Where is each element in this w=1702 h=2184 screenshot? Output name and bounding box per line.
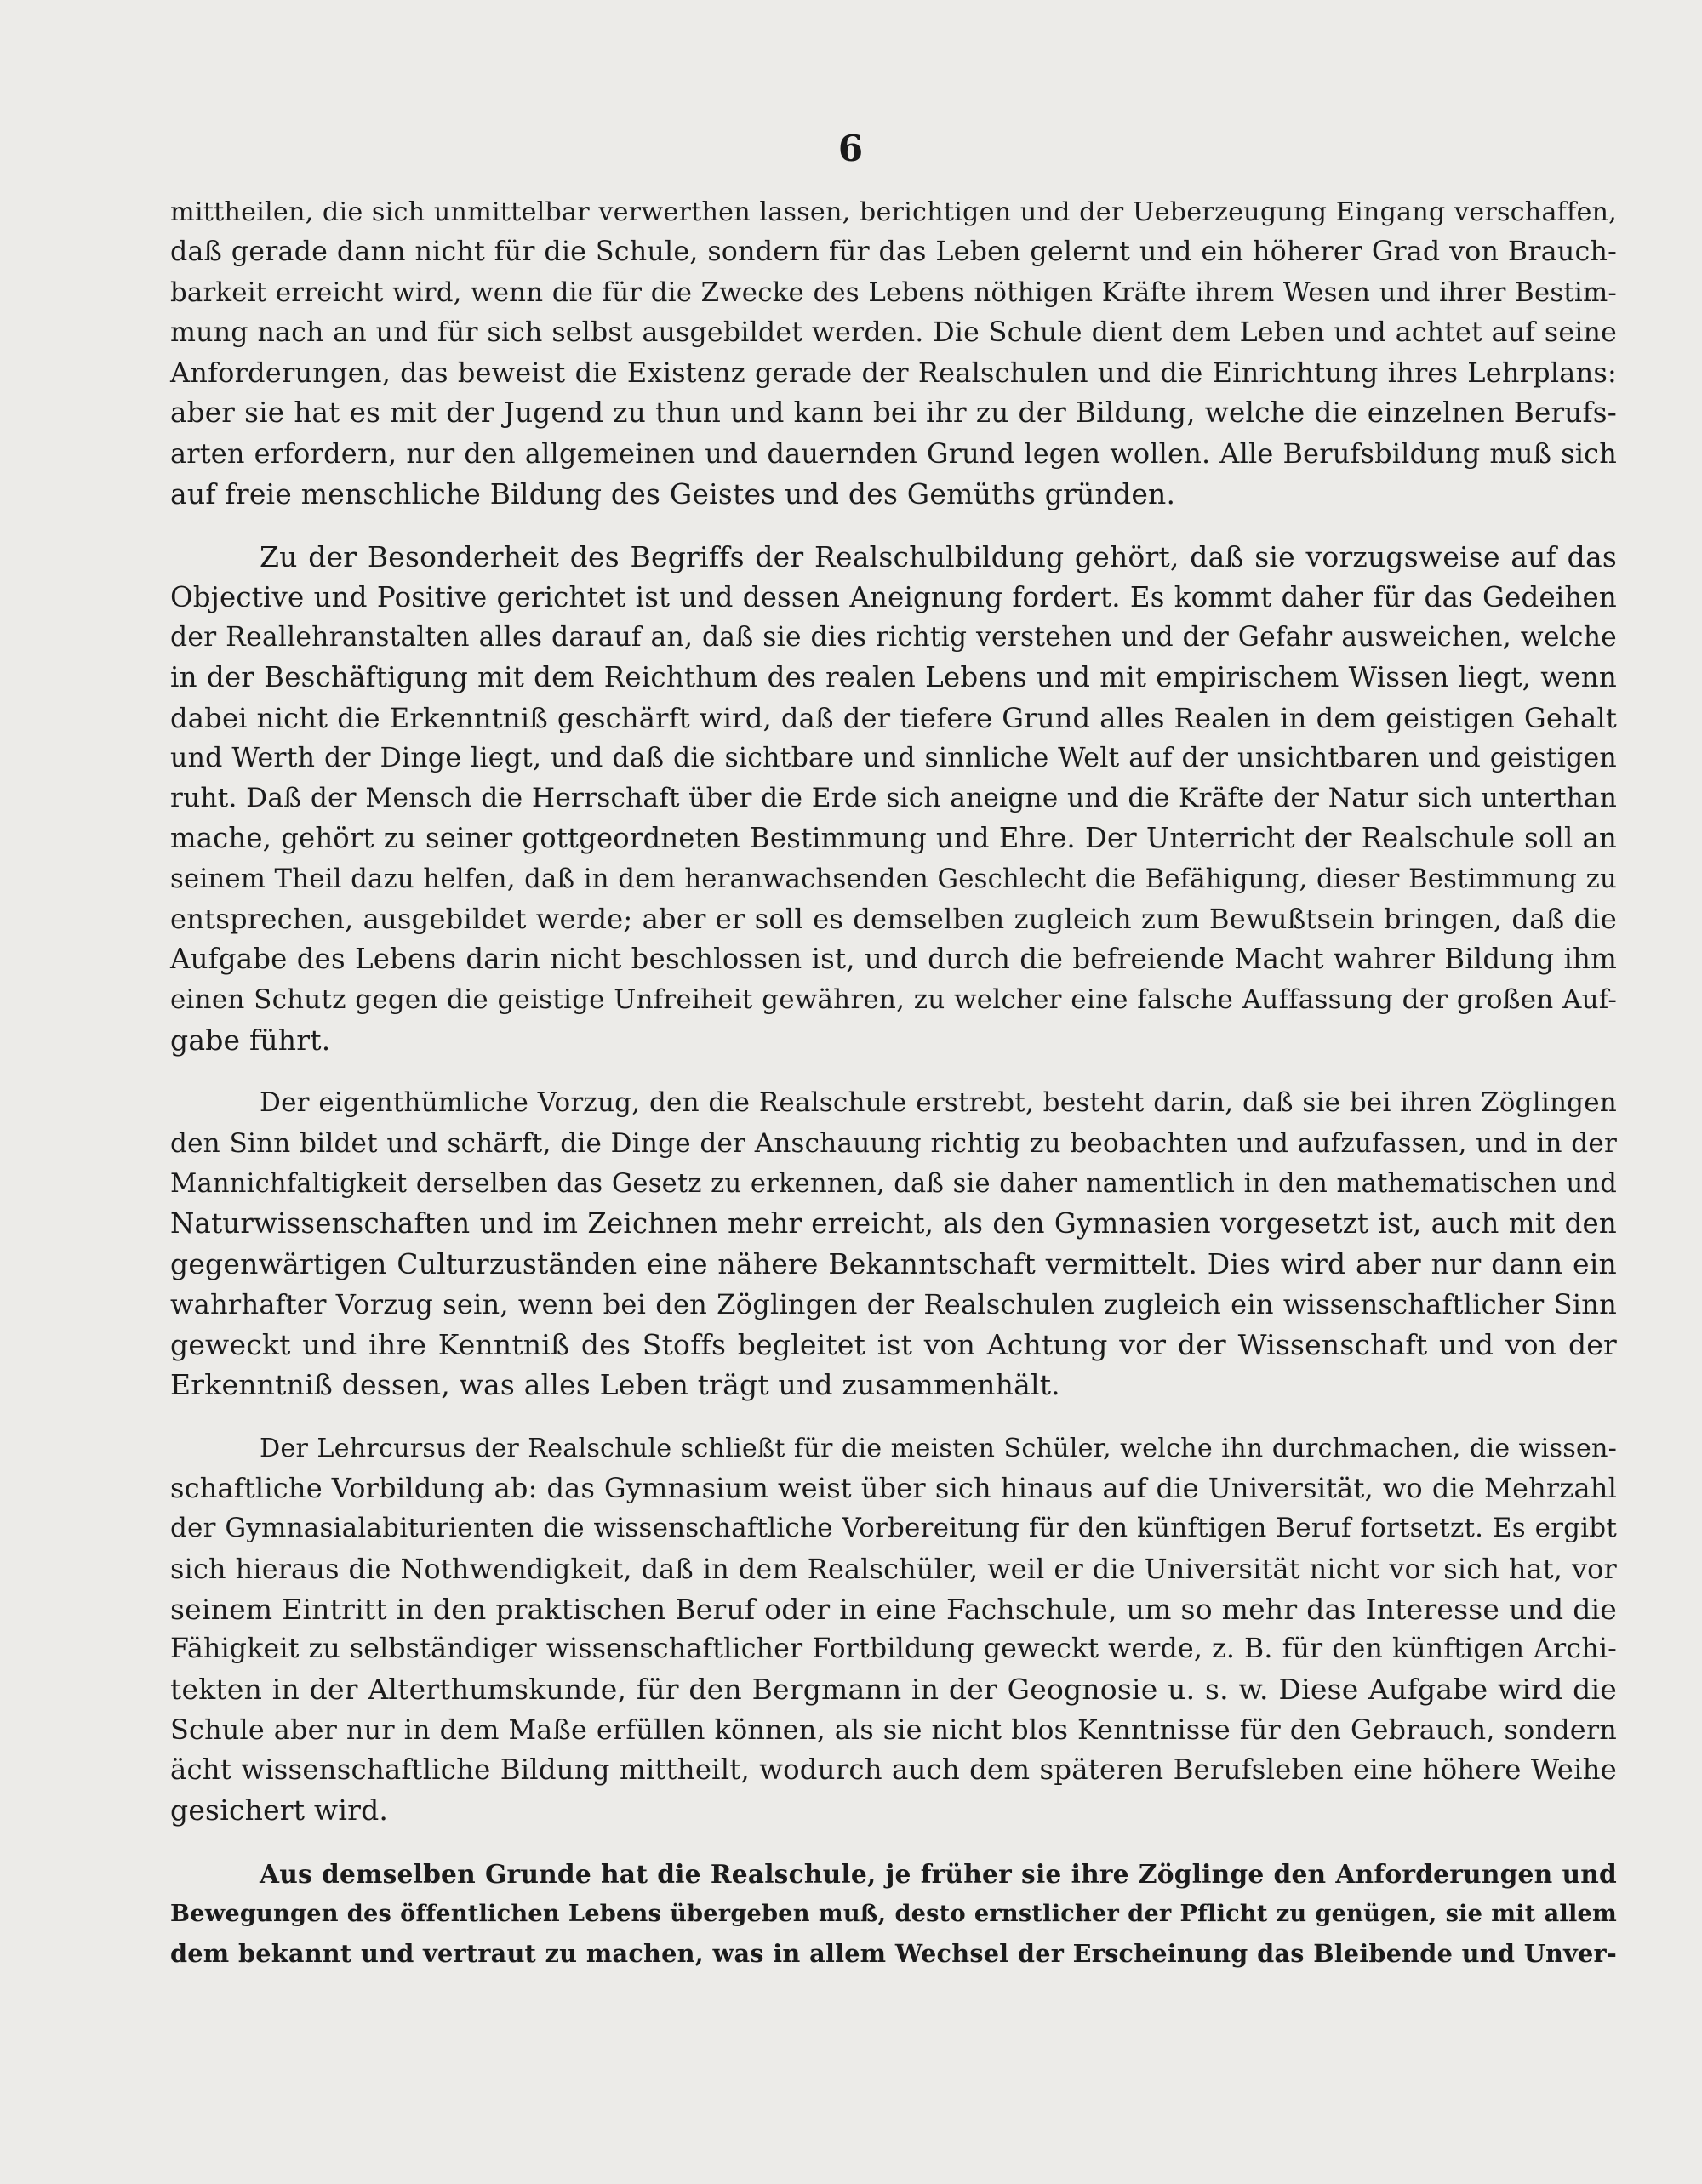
- text-line: Aus demselben Grunde hat die Realschule, je früher sie ihre Zöglinge den Anforderungen und: [260, 1858, 1617, 1889]
- text-line: aber sie hat es mit der Jugend zu thun und kann bei ihr zu der Bildung, welche die einzelnen Berufs-: [170, 396, 1617, 430]
- text-line: der Reallehranstalten alles darauf an, daß sie dies richtig verstehen und der Gefahr ausweichen, welche: [170, 621, 1617, 653]
- text-line: sich hieraus die Nothwendigkeit, daß in dem Realschüler, weil er die Universität nicht vor sich hat, vor: [170, 1552, 1617, 1585]
- paragraph: [170, 537, 1617, 1060]
- text-line: der Gymnasialabiturienten die wissenschaftliche Vorbereitung für den künftigen Beruf fortsetzt. Es ergibt: [170, 1513, 1617, 1544]
- text-line: seinem Eintritt in den praktischen Beruf oder in eine Fachschule, um so mehr das Interesse und die: [170, 1592, 1617, 1626]
- text-line: Objective und Positive gerichtet ist und dessen Aneignung fordert. Es kommt daher für das Gedeihen: [170, 580, 1617, 613]
- text-line: Bewegungen des öffentlichen Lebens übergeben muß, desto ernstlicher der Pflicht zu genügen, sie mit allem: [170, 1899, 1617, 1927]
- text-line: Zu der Besonderheit des Begriffs der Realschulbildung gehört, daß sie vorzugsweise auf das: [260, 540, 1617, 574]
- text-line: arten erfordern, nur den allgemeinen und dauernden Grund legen wollen. Alle Berufsbildung muß sich: [170, 436, 1617, 470]
- text-line: einen Schutz gegen die geistige Unfreiheit gewähren, zu welcher eine falsche Auffassung der großen Auf-: [170, 984, 1617, 1015]
- text-line: mache, gehört zu seiner gottgeordneten Bestimmung und Ehre. Der Unterricht der Realschule soll an: [170, 822, 1617, 855]
- text-line: den Sinn bildet und schärft, die Dinge der Anschauung richtig zu beobachten und aufzufassen, und in der: [170, 1127, 1617, 1159]
- text-line: ruht. Daß der Mensch die Herrschaft über die Erde sich aneigne und die Kräfte der Natur sich unterthan: [170, 783, 1617, 814]
- text-line: gesichert wird.: [170, 1793, 389, 1828]
- text-line: Mannichfaltigkeit derselben das Gesetz zu erkennen, daß sie daher namentlich in den mathematischen und: [170, 1168, 1617, 1199]
- text-line: Aufgabe des Lebens darin nicht beschlossen ist, und durch die befreiende Macht wahrer Bildung ihm: [170, 943, 1617, 976]
- text-line: Schule aber nur in dem Maße erfüllen können, als sie nicht blos Kenntnisse für den Gebrauch, sondern: [170, 1713, 1617, 1746]
- paragraph: [170, 1854, 1617, 1975]
- text-line: gabe führt.: [170, 1023, 331, 1057]
- text-line: dabei nicht die Erkenntniß geschärft wird, daß der tiefere Grund alles Realen in dem geistigen Gehalt: [170, 701, 1617, 734]
- text-line: wahrhafter Vorzug sein, wenn bei den Zöglingen der Realschulen zugleich ein wissenschaftlicher Sinn: [170, 1287, 1617, 1320]
- text-line: geweckt und ihre Kenntniß des Stoffs begleitet ist von Achtung vor der Wissenschaft und von der: [170, 1328, 1617, 1362]
- text-line: schaftliche Vorbildung ab: das Gymnasium weist über sich hinaus auf die Universität, wo die Mehrzahl: [170, 1471, 1617, 1504]
- text-line: in der Beschäftigung mit dem Reichthum des realen Lebens und mit empirischem Wissen liegt, wenn: [170, 661, 1617, 694]
- text-line: Der Lehrcursus der Realschule schließt für die meisten Schüler, welche ihn durchmachen, die wissen-: [260, 1433, 1617, 1463]
- text-line: dem bekannt und vertraut zu machen, was in allem Wechsel der Erscheinung das Bleibende und Unver-: [170, 1939, 1617, 1969]
- paragraph: [170, 1428, 1617, 1831]
- text-line: ächt wissenschaftliche Bildung mittheilt, wodurch auch dem späteren Berufsleben eine höhere Weihe: [170, 1753, 1617, 1786]
- text-line: gegenwärtigen Culturzuständen eine nähere Bekanntschaft vermittelt. Dies wird aber nur dann ein: [170, 1247, 1617, 1281]
- text-line: und Werth der Dinge liegt, und daß die sichtbare und sinnliche Welt auf der unsichtbaren und geistigen: [170, 742, 1617, 773]
- text-line: mittheilen, die sich unmittelbar verwerthen lassen, berichtigen und der Ueberzeugung Eingang verschaffen,: [170, 197, 1617, 227]
- text-line: Erkenntniß dessen, was alles Leben trägt und zusammenhält.: [170, 1368, 1060, 1402]
- text-line: mung nach an und für sich selbst ausgebildet werden. Die Schule dient dem Leben und achtet auf seine: [170, 316, 1617, 348]
- text-line: Naturwissenschaften und im Zeichnen mehr erreicht, als den Gymnasien vorgesetzt ist, auch mit den: [170, 1207, 1617, 1240]
- paragraph: [170, 192, 1617, 514]
- text-line: daß gerade dann nicht für die Schule, sondern für das Leben gelernt und ein höherer Grad von Brauch-: [170, 237, 1617, 268]
- page-number: 6: [837, 128, 865, 169]
- text-line: barkeit erreicht wird, wenn die für die Zwecke des Lebens nöthigen Kräfte ihrem Wesen und ihrer Bestim-: [170, 277, 1617, 308]
- text-line: Der eigenthümliche Vorzug, den die Realschule erstrebt, besteht darin, daß sie bei ihren Zöglingen: [260, 1087, 1617, 1119]
- text-line: entsprechen, ausgebildet werde; aber er soll es demselben zugleich zum Bewußtsein bringen, daß die: [170, 903, 1617, 936]
- text-line: Fähigkeit zu selbständiger wissenschaftlicher Fortbildung geweckt werde, z. B. für den künftigen Archi-: [170, 1634, 1617, 1665]
- text-line: Anforderungen, das beweist die Existenz gerade der Realschulen und die Einrichtung ihres Lehrplans:: [170, 356, 1617, 390]
- body-text: [170, 192, 1617, 1974]
- text-line: auf freie menschliche Bildung des Geistes und des Gemüths gründen.: [170, 477, 1176, 511]
- paragraph: [170, 1083, 1617, 1405]
- text-line: tekten in der Alterthumskunde, für den Bergmann in der Geognosie u. s. w. Diese Aufgabe wird die: [170, 1673, 1617, 1707]
- text-line: seinem Theil dazu helfen, daß in dem heranwachsenden Geschlecht die Befähigung, dieser Bestimmung zu: [170, 863, 1617, 894]
